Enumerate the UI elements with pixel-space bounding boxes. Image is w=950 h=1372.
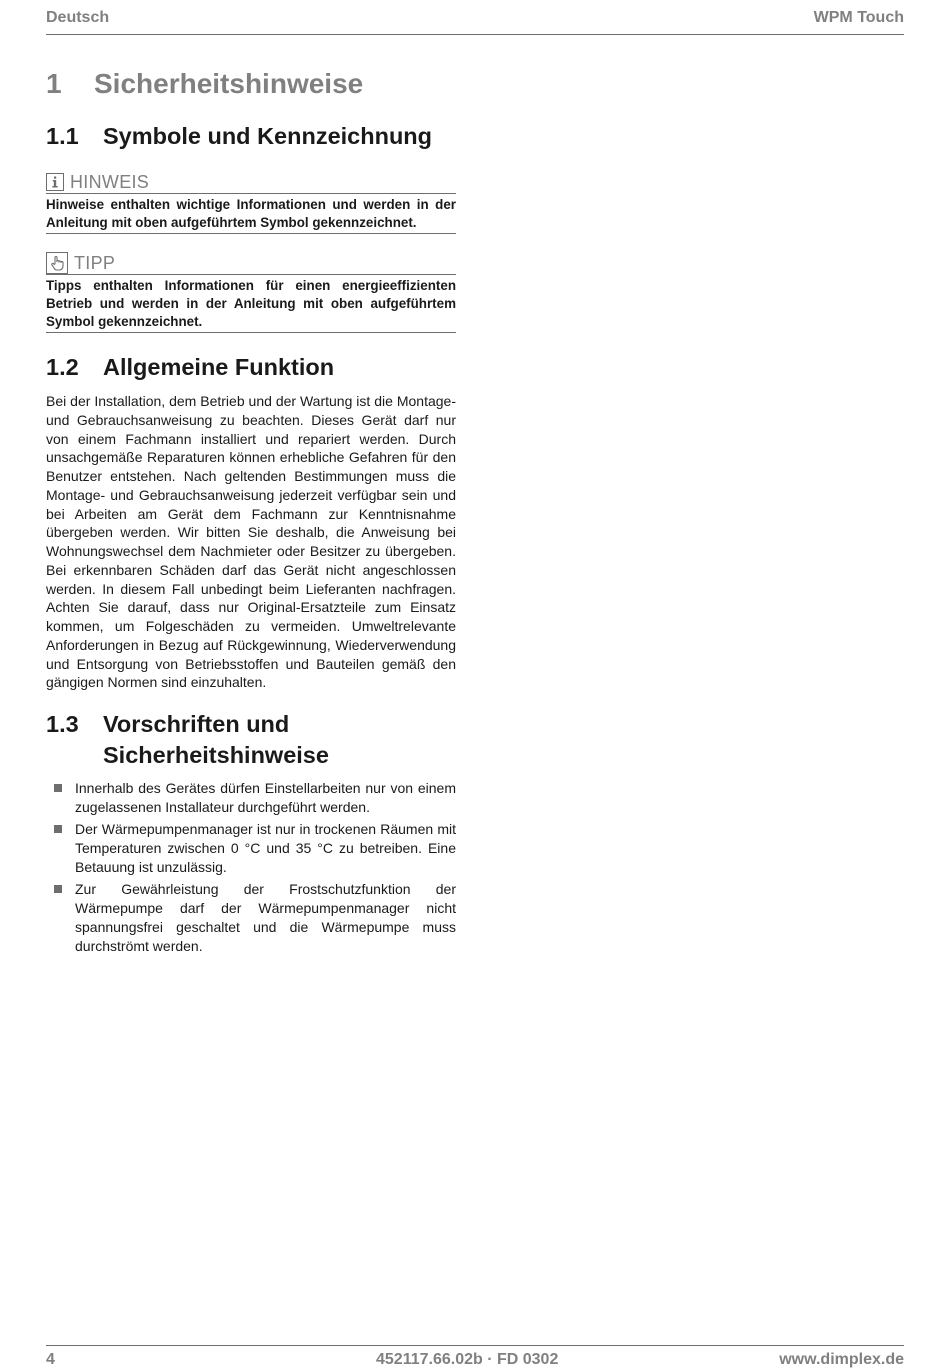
section-1-2-heading: [46, 352, 456, 383]
list-item: [46, 880, 456, 956]
website-url: www.dimplex.de: [779, 1351, 904, 1368]
list-item: [46, 820, 456, 877]
list-item-text: Innerhalb des Gerätes dürfen Einstellarbeiten nur von einem zugelassenen Installateur durchgeführt werden.: [75, 780, 456, 815]
section-1-2-text: Bei der Installation, dem Betrieb und der Wartung ist die Montage- und Gebrauchsanweisung zu beachten. Dieses Gerät darf nur von einem Fachmann installiert und repariert werden. Durch unsachgemäße Reparaturen können erhebliche Gefahren für den Benutzer entstehen. Nach geltenden Bestimmungen muss die Montage- und Gebrauchsanweisung jederzeit verfügbar sein und bei Arbeiten am Gerät dem Fachmann zur Kenntnisnahme übergeben werden. Wir bitten Sie deshalb, die Anweisung bei Wohnungswechsel dem Nachmieter oder Besitzer zu übergeben. Bei erkennbaren Schäden darf das Gerät nicht angeschlossen werden. In diesem Fall unbedingt beim Lieferanten nachfragen. Achten Sie darauf, dass nur Original-Ersatzteile zum Einsatz kommen, um Folgeschäden zu vermeiden. Umweltrelevante Anforderungen in Bezug auf Rückgewinnung, Wiederverwendung und Entsorgung von Betriebsstoffen und Bauteilen gemäß den gängigen Normen sind einzuhalten.: [46, 393, 456, 691]
square-bullet-icon: [54, 784, 62, 792]
page-header: [46, 6, 904, 35]
list-item-text: Zur Gewährleistung der Frostschutzfunktion der Wärmepumpe darf der Wärmepumpenmanager nicht spannungsfrei geschaltet und die Wärmepumpe muss durchströmt werden.: [75, 881, 456, 954]
section-1-heading: [46, 68, 456, 106]
tipp-box: [46, 252, 456, 333]
section-1-1-heading: [46, 121, 456, 152]
section-1-3-title-line1: Vorschriften und: [103, 711, 290, 737]
section-1-number: 1: [46, 68, 62, 99]
page-footer: [46, 1345, 904, 1372]
section-1-3-number: 1.3: [46, 711, 79, 737]
hinweis-label: HINWEIS: [70, 171, 150, 192]
document-id: 452117.66.02b · FD 0302: [376, 1351, 559, 1368]
square-bullet-icon: [54, 885, 62, 893]
tipp-label: TIPP: [74, 252, 116, 273]
hinweis-text: Hinweise enthalten wichtige Informationen und werden in der Anleitung mit oben aufgeführtem Symbol gekennzeichnet.: [46, 197, 456, 230]
hinweis-box: [46, 171, 456, 234]
section-1-2-number: 1.2: [46, 354, 79, 380]
header-language: Deutsch: [46, 9, 110, 26]
section-1-1-title: Symbole und Kennzeichnung: [103, 123, 433, 149]
hand-pointer-icon: [46, 252, 68, 274]
list-item-text: Der Wärmepumpenmanager ist nur in trockenen Räumen mit Temperaturen zwischen 0 °C und 35 °C zu betreiben. Eine Betauung ist unzulässig.: [75, 821, 456, 875]
section-1-3-title-line2: Sicherheitshinweise: [103, 742, 329, 768]
page-content: [46, 68, 456, 959]
tipp-header: [46, 252, 456, 275]
tipp-text: Tipps enthalten Informationen für einen energieeffizienten Betrieb und werden in der Anleitung mit oben aufgeführtem Symbol gekennzeichnet.: [46, 278, 456, 329]
section-1-title: Sicherheitshinweise: [94, 68, 364, 99]
square-bullet-icon: [54, 825, 62, 833]
section-1-2-title: Allgemeine Funktion: [103, 354, 335, 380]
list-item: [46, 779, 456, 817]
header-product: WPM Touch: [813, 9, 904, 26]
page-number: 4: [46, 1351, 55, 1368]
section-1-3-heading: [46, 709, 456, 771]
section-1-1-number: 1.1: [46, 123, 79, 149]
safety-list: [46, 779, 456, 956]
hinweis-header: [46, 171, 456, 194]
info-icon: [46, 173, 64, 191]
section-1-3-title: [103, 709, 329, 771]
